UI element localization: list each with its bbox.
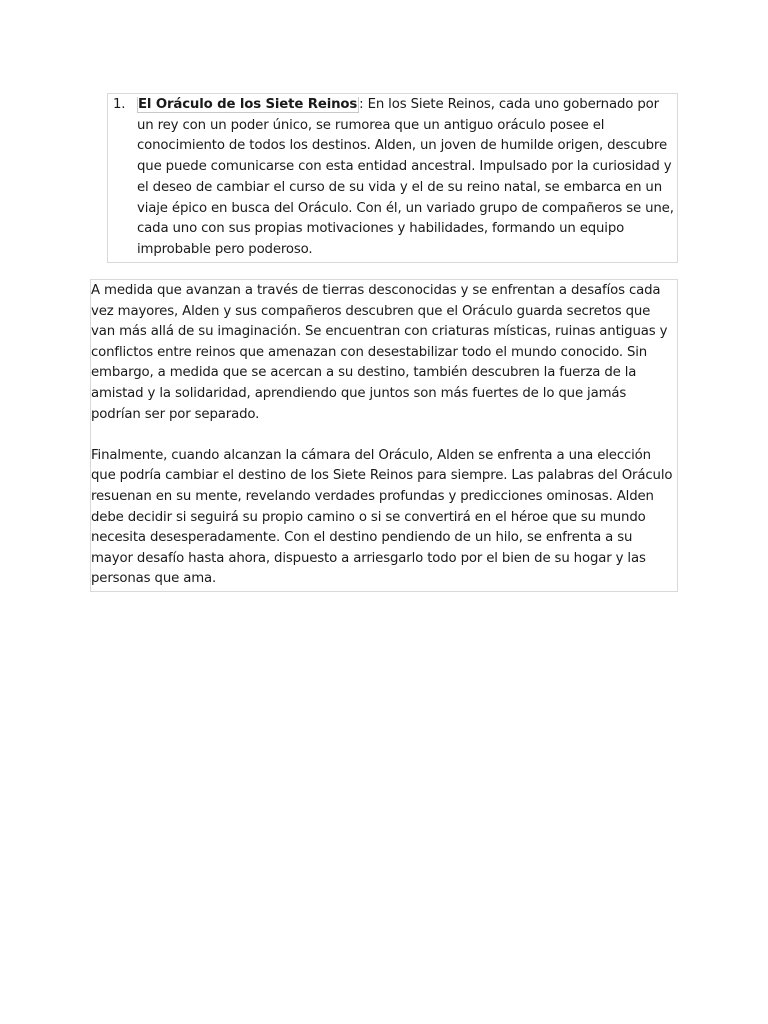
- body-text-block: [90, 279, 678, 592]
- list-item-body: : En los Siete Reinos, cada uno gobernado por un rey con un poder único, se rumorea que un antiguo oráculo posee el conocimiento de todos los destinos. Alden, un joven de humilde origen, descubre que puede comunicarse con esta entidad ancestral. Impulsado por la curiosidad y el deseo de cambiar el curso de su vida y el de su reino natal, se embarca en un viaje épico en busca del Oráculo. Con él, un variado grupo de compañeros se une, cada uno con sus propias motivaciones y habilidades, formando un equipo improbable pero poderoso.: [137, 97, 674, 257]
- numbered-list: [107, 93, 678, 263]
- paragraph: A medida que avanzan a través de tierras desconocidas y se enfrentan a desafíos cada vez mayores, Alden y sus compañeros descubren que el Oráculo guarda secretos que van más allá de su imaginación. Se encuentran con criaturas místicas, ruinas antiguas y conflictos entre reinos que amenazan con desestabilizar todo el mundo conocido. Sin embargo, a medida que se acercan a su destino, también descubren la fuerza de la amistad y la solidaridad, aprendiendo que juntos son más fuertes de lo que jamás podrían ser por separado.: [91, 283, 668, 422]
- list-number: 1.: [113, 97, 126, 112]
- list-item: [108, 94, 677, 262]
- paragraph: Finalmente, cuando alcanzan la cámara del Oráculo, Alden se enfrenta a una elección que podría cambiar el destino de los Siete Reinos para siempre. Las palabras del Oráculo resuenan en su mente, revelando verdades profundas y predicciones ominosas. Alden debe decidir si seguirá su propio camino o si se convertirá en el héroe que su mundo necesita desesperadamente. Con el destino pendiendo de un hilo, se enfrenta a su mayor desafío hasta ahora, dispuesto a arriesgarlo todo por el bien de su hogar y las personas que ama.: [91, 447, 673, 587]
- list-item-title: El Oráculo de los Siete Reinos: [138, 97, 358, 112]
